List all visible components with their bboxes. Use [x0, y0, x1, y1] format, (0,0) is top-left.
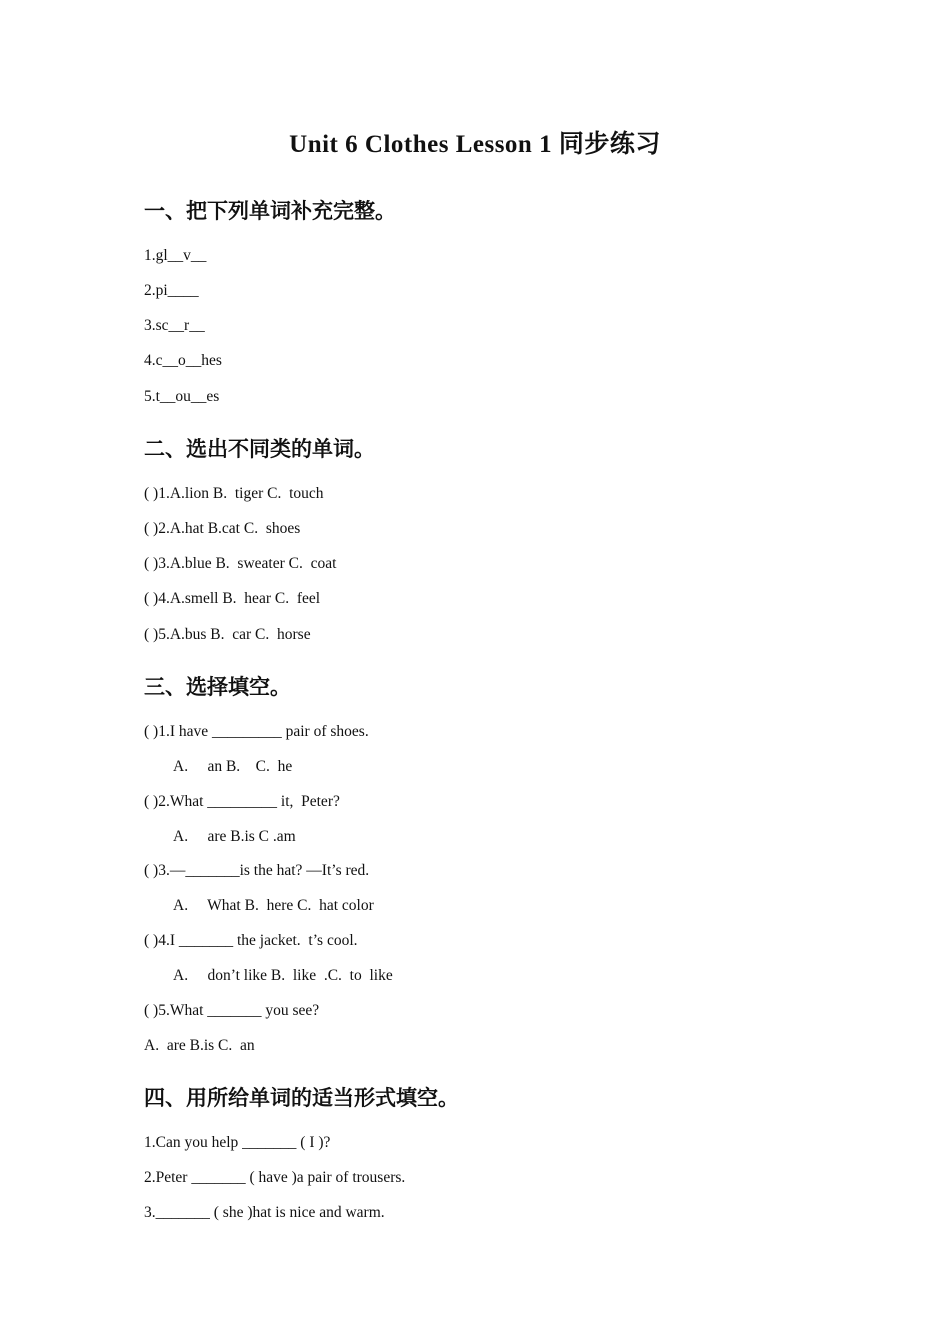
- list-item: 2.pi____: [144, 282, 199, 299]
- question-1-options: A. an B. C. he: [173, 758, 293, 775]
- section-4-heading: 四、用所给单词的适当形式填空。: [144, 1086, 459, 1110]
- list-item: 2.Peter _______ ( have )a pair of trousers.: [144, 1169, 406, 1186]
- question-5: ( )5.What _______ you see?: [144, 1002, 320, 1019]
- question-1: ( )1.I have _________ pair of shoes.: [144, 723, 369, 740]
- list-item: 3.sc__r__: [144, 317, 205, 334]
- question-2: ( )2.What _________ it, Peter?: [144, 793, 340, 810]
- list-item: 1.gl__v__: [144, 247, 207, 264]
- list-item: ( )2.A.hat B.cat C. shoes: [144, 520, 301, 537]
- page-title: Unit 6 Clothes Lesson 1 同步练习: [289, 131, 661, 158]
- list-item: 1.Can you help _______ ( I )?: [144, 1134, 331, 1151]
- question-5-options: A. are B.is C. an: [144, 1037, 255, 1054]
- list-item: 4.c__o__hes: [144, 352, 222, 369]
- question-3: ( )3.—_______is the hat? —It’s red.: [144, 862, 370, 879]
- section-1-heading: 一、把下列单词补充完整。: [144, 199, 396, 223]
- list-item: 3._______ ( she )hat is nice and warm.: [144, 1204, 385, 1221]
- list-item: ( )3.A.blue B. sweater C. coat: [144, 555, 337, 572]
- section-2-heading: 二、选出不同类的单词。: [144, 437, 375, 461]
- list-item: 5.t__ou__es: [144, 388, 220, 405]
- list-item: ( )1.A.lion B. tiger C. touch: [144, 485, 324, 502]
- question-2-options: A. are B.is C .am: [173, 828, 296, 845]
- list-item: ( )5.A.bus B. car C. horse: [144, 626, 311, 643]
- question-4: ( )4.I _______ the jacket. t’s cool.: [144, 932, 358, 949]
- question-4-options: A. don’t like B. like .C. to like: [173, 967, 393, 984]
- list-item: ( )4.A.smell B. hear C. feel: [144, 590, 321, 607]
- question-3-options: A. What B. here C. hat color: [173, 897, 374, 914]
- section-3-heading: 三、选择填空。: [144, 675, 291, 699]
